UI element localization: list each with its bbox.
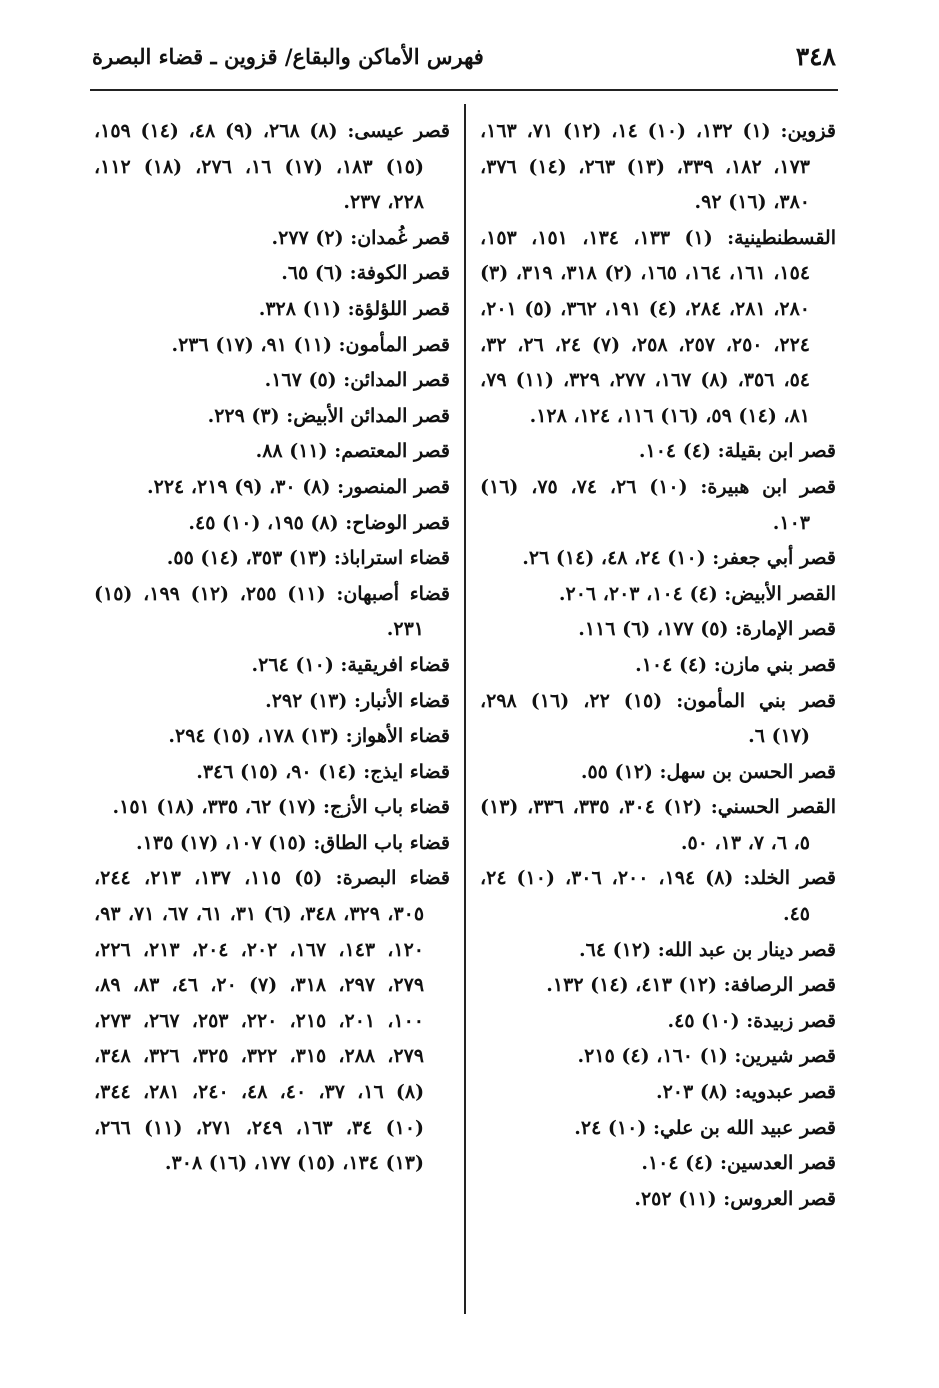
index-entry: قصر المدائن: (٥) ١٦٧. (264, 369, 450, 392)
header-rule (90, 89, 838, 91)
index-entry: قصر الكوفة: (٦) ٦٥. (281, 262, 450, 285)
column-divider (464, 104, 466, 1314)
index-entry: قصر عبدويه: (٨) ٢٠٣. (655, 1081, 836, 1104)
index-entry: قضاء استراباذ: (١٣) ٣٥٣، (١٤) ٥٥. (166, 547, 450, 570)
index-entry: قصر المنصور: (٨) ٣٠، (٩) ٢١٩، ٢٢٤. (147, 475, 450, 498)
index-entry: قضاء باب الطاق: (١٥) ١٠٧، (١٧) ١٣٥. (136, 831, 450, 854)
index-entry: قضاء أصبهان: (١١) ٢٥٥، (١٢) ١٩٩، (١٥) ٢٣١. (94, 582, 450, 641)
index-entry: قصر غُمدان: (٢) ٢٧٧. (271, 226, 450, 249)
index-column-right (480, 114, 836, 1217)
index-entry: قصر اللؤلؤة: (١١) ٣٢٨. (258, 297, 450, 320)
index-entry: قصر الإمارة: (٥) ١٧٧، (٦) ١١٦. (578, 618, 836, 641)
running-title: فهرس الأماكن والبقاع/ قزوين ـ قضاء البصرة (92, 44, 484, 69)
index-entry: قصر المعتصم: (١١) ٨٨. (255, 440, 450, 463)
index-entry: قصر الخلد: (٨) ١٩٤، ٢٠٠، ٣٠٦، (١٠) ٢٤، ٤٥. (480, 867, 837, 926)
index-entry: قضاء الأهواز: (١٣) ١٧٨، (١٥) ٢٩٤. (168, 725, 450, 748)
index-entry: قصر الحسن بن سهل: (١٢) ٥٥. (580, 760, 836, 783)
index-entry: قزوين: (١) ١٣٢، (١٠) ١٤، (١٢) ٧١، ١٦٣، ١٧٣، ١٨٢، ٣٣٩، (١٣) ٢٦٣، (١٤) ٣٧٦، ٣٨٠، (١٦) ٩٢. (480, 120, 836, 214)
index-entry: قضاء افريقية: (١٠) ٢٦٤. (251, 653, 450, 676)
index-entry: قصر شيرين: (١) ١٦٠، (٤) ٢١٥. (577, 1045, 836, 1068)
index-entry: قضاء باب الأزج: (١٧) ٦٢، ٣٣٥، (١٨) ١٥١. (112, 796, 450, 819)
index-column-left (94, 114, 450, 1182)
index-entry: القصر الحسني: (١٢) ٣٠٤، ٣٣٥، ٣٣٦، (١٣) ٥، ٦، ٧، ١٣، ٥٠. (480, 796, 837, 854)
index-entry: قصر المدائن الأبيض: (٣) ٢٢٩. (207, 404, 450, 427)
index-entry: قضاء البصرة: (٥) ١١٥، ١٣٧، ٢١٣، ٢٤٤، ٣٠٥، ٣٢٩، ٣٤٨، (٦) ٣١، ٦١، ٦٧، ٧١، ٩٣، ١٢٠، ١٤٣، ١٦٧، ٢٠٢، ٢٠٤، ٢١٣، ٢٢٦، ٢٧٩، ٢٩٧، ٣١٨، (٧) ٢٠، ٤٦، ٨٣، ٨٩، ١٠٠، ٢٠١، ٢١٥، ٢٢٠، ٢٥٣، ٢٦٧، ٢٧٣، ٢٧٩، ٢٨٨، ٣١٥، ٣٢٢، ٣٢٥، ٣٢٦، ٣٤٨، (٨) ١٦، ٣٧، ٤٠، ٤٨، ٢٤٠، ٢٨١، ٣٤٤، (١٠) ٣٤، ١٦٣، ٢٤٩، ٢٧١، (١١) ٢٦٦، (١٣) ١٣٤، (١٥) ١٧٧، (١٦) ٣٠٨. (94, 867, 450, 1175)
index-entry: قصر بني المأمون: (١٥) ٢٢، (١٦) ٢٩٨، (١٧) ٦. (480, 689, 836, 748)
index-entry: قصر العروس: (١١) ٢٥٢. (634, 1187, 836, 1210)
index-entry: قصر الرصافة: (١٢) ٤١٣، (١٤) ١٣٢. (546, 974, 836, 997)
index-entry: قصر دينار بن عبد الله: (١٢) ٦٤. (579, 938, 836, 961)
page-header (88, 38, 840, 84)
index-entry: قصر ابن هبيرة: (١٠) ٢٦، ٧٤، ٧٥، (١٦) ١٠٣. (480, 475, 836, 534)
index-entry: قصر العدسين: (٤) ١٠٤. (641, 1152, 836, 1175)
index-entry: قصر أبي جعفر: (١٠) ٢٤، ٤٨، (١٤) ٢٦. (522, 547, 836, 570)
index-entry: قصر ابن بقيلة: (٤) ١٠٤. (638, 440, 836, 463)
index-entry: القسطنطينية: (١) ١٣٣، ١٣٤، ١٥١، ١٥٣، ١٥٤، ١٦١، ١٦٤، ١٦٥، (٢) ٣١٨، ٣١٩، (٣) ٢٨٠، ٢٨١، ٢٨٤، (٤) ١٩١، ٣٦٢، (٥) ٢٠١، ٢٢٤، ٢٥٠، ٢٥٧، ٢٥٨، (٧) ٢٤، ٢٦، ٣٢، ٥٤، ٣٥٦، (٨) ١٦٧، ٢٧٧، ٣٢٩، (١١) ٧٩، ٨١، (١٤) ٥٩، (١٦) ١١٦، ١٢٤، ١٢٨. (480, 226, 837, 427)
index-entry: قصر بني مازن: (٤) ١٠٤. (635, 653, 836, 676)
index-entry: القصر الأبيض: (٤) ١٠٤، ٢٠٣، ٢٠٦. (558, 582, 836, 605)
index-entry: قضاء ايذج: (١٤) ٩٠، (١٥) ٣٤٦. (196, 760, 450, 783)
page-number: ٣٤٨ (795, 42, 836, 71)
index-entry: قضاء الأنبار: (١٣) ٢٩٢. (265, 689, 450, 712)
index-entry: قصر الوضاح: (٨) ١٩٥، (١٠) ٤٥. (188, 511, 450, 534)
index-entry: قصر عيسى: (٨) ٢٦٨، (٩) ٤٨، (١٤) ١٥٩، (١٥) ١٨٣، (١٧) ١٦، ٢٧٦، (١٨) ١١٢، ٢٢٨، ٢٣٧. (94, 120, 451, 214)
index-entry: قصر المأمون: (١١) ٩١، (١٧) ٢٣٦. (171, 333, 450, 356)
index-entry: قصر زبيدة: (١٠) ٤٥. (667, 1009, 836, 1032)
index-entry: قصر عبيد الله بن علي: (١٠) ٢٤. (574, 1116, 836, 1139)
